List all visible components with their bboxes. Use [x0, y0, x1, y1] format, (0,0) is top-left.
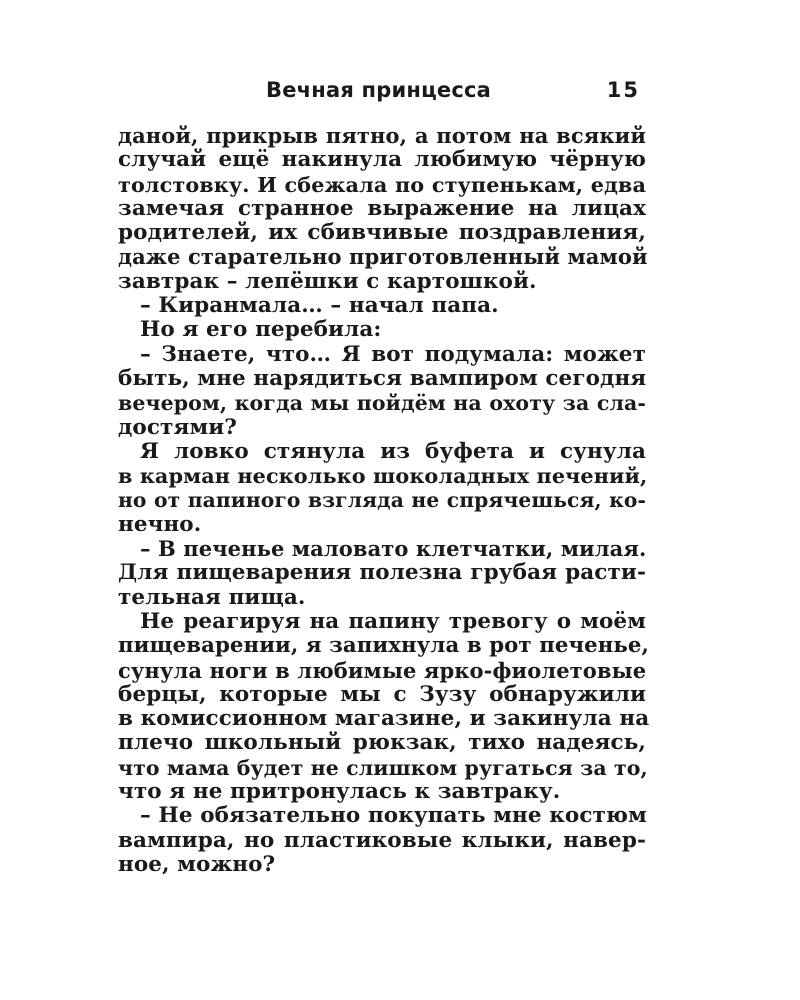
text-line: тельная пища.: [118, 584, 306, 610]
text-line: даной, прикрыв пятно, а потом на всякий: [118, 123, 646, 148]
running-header: [118, 78, 646, 108]
text-line: Но я его перебила:: [140, 317, 382, 343]
text-line: даже старательно приготовленный мамой: [118, 244, 648, 270]
text-line: Я ловко стянула из буфета и сунула: [140, 438, 646, 464]
text-line: но от папиного взгляда не спрячешься, ко-: [118, 488, 646, 513]
body-text: [118, 123, 650, 877]
text-line: в карман несколько шоколадных печений,: [118, 464, 648, 489]
text-line: нечно.: [118, 511, 202, 537]
text-line: родителей, их сбивчивые поздравления,: [118, 220, 646, 246]
text-line: – Киранмала… – начал папа.: [140, 293, 499, 319]
text-line: – Знаете, что… Я вот подумала: может: [140, 341, 646, 367]
text-line: пищеварении, я запихнула в рот печенье,: [118, 633, 650, 659]
text-line: сунула ноги в любимые ярко-фиолетовые: [118, 657, 647, 683]
text-line: что я не притронулась к завтраку.: [118, 779, 561, 805]
running-title: Вечная принцесса: [266, 78, 491, 102]
text-line: быть, мне нарядиться вампиром сегодня: [118, 365, 647, 391]
text-line: вечером, когда мы пойдём на охоту за сла-: [118, 391, 646, 416]
text-line: толстовку. И сбежала по ступенькам, едва: [118, 172, 646, 197]
text-line: замечая странное выражение на лицах: [118, 195, 646, 221]
text-line: завтрак – лепёшки с картошкой.: [118, 268, 537, 294]
page-number: 15: [606, 78, 640, 102]
text-line: в комиссионном магазине, и закинула на: [118, 706, 650, 732]
text-line: Для пищеварения полезна грубая расти-: [118, 560, 646, 586]
text-line: – В печенье маловато клетчатки, милая.: [140, 536, 647, 562]
text-line: берцы, которые мы с Зузу обнаружили: [118, 681, 646, 707]
text-line: ное, можно?: [118, 851, 276, 877]
text-line: случай ещё накинула любимую чёрную: [118, 147, 646, 173]
text-line: – Не обязательно покупать мне костюм: [140, 803, 647, 829]
text-line: что мама будет не слишком ругаться за то,: [118, 755, 648, 780]
text-line: плечо школьный рюкзак, тихо надеясь,: [118, 730, 646, 756]
text-line: достями?: [118, 414, 237, 440]
text-line: вампира, но пластиковые клыки, навер-: [118, 827, 646, 853]
text-line: Не реагируя на папину тревогу о моём: [140, 608, 646, 634]
